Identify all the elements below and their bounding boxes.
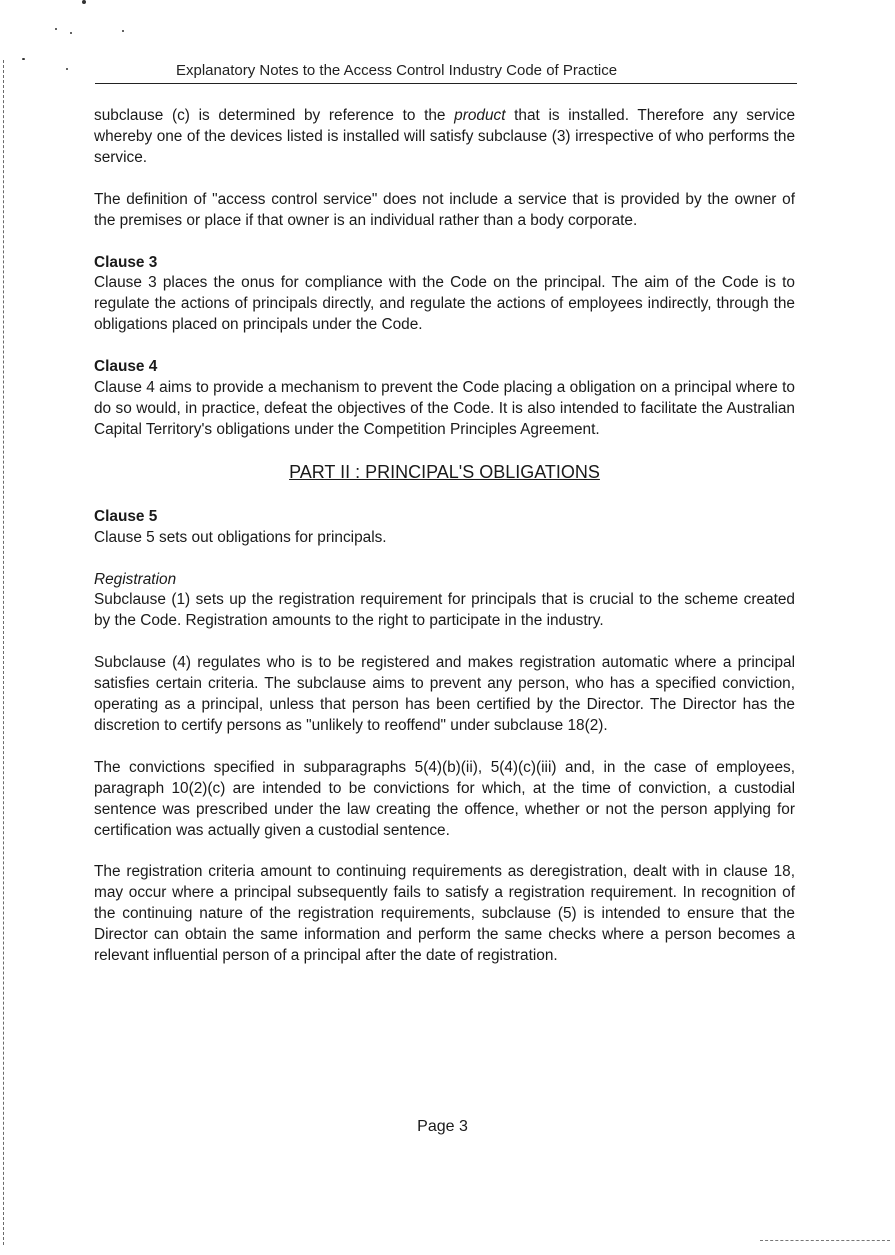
registration-paragraph-2: Subclause (4) regulates who is to be registered and makes registration automatic where a principal satisfies certain criteria. The subclause aims to prevent any person, who has a specified conviction, operating as a principal, unless that person has been certified by the Director. The Director has the discretion to certify persons as "unlikely to reoffend" under subclause 18(2). — [94, 654, 795, 734]
clause-4-heading: Clause 4 — [94, 358, 158, 376]
scan-speck — [122, 30, 124, 32]
scan-speck — [66, 68, 68, 70]
clause-3-heading: Clause 3 — [94, 253, 158, 271]
scan-speck — [55, 28, 57, 30]
scan-edge-line — [3, 60, 4, 1245]
registration-paragraph-3: The convictions specified in subparagraphs 5(4)(b)(ii), 5(4)(c)(iii) and, in the case of employees, paragraph 10(2)(c) are intended to be convictions for which, at the time of conviction, a custodial sentence was prescribed under the law creating the offence, whether or not the person applying for certification was actually given a custodial sentence. — [94, 758, 795, 839]
section-clause-5 — [94, 507, 795, 549]
running-header: Explanatory Notes to the Access Control Industry Code of Practice — [176, 62, 618, 79]
part-2-heading: PART II : PRINCIPAL'S OBLIGATIONS — [289, 461, 600, 482]
header-rule — [95, 83, 797, 84]
section-clause-4 — [94, 357, 795, 441]
page-number: Page 3 — [417, 1118, 468, 1135]
registration-paragraph-1: Subclause (1) sets up the registration requirement for principals that is crucial to the scheme created by the Code. Registration amounts to the right to participate in the industry. — [94, 591, 795, 630]
scan-speck — [82, 0, 86, 4]
clause-5-text: Clause 5 sets out obligations for principals. — [94, 528, 387, 546]
paragraph-definition: The definition of "access control service" does not include a service that is provided by the owner of the premises or place if that owner is an individual rather than a body corporate. — [94, 190, 795, 229]
scan-speck — [22, 58, 25, 60]
paragraph-text: subclause (c) is determined by reference to the — [94, 107, 455, 124]
paragraph-text: that is installed. Therefore any service whereby one of the devices listed is installed will satisfy subclause (3) irrespective of who performs the service. — [94, 107, 795, 166]
clause-3-text: Clause 3 places the onus for compliance with the Code on the principal. The aim of the Code is to regulate the actions of principals directly, and regulate the actions of employees indirectly, through the obligations placed on principals under the Code. — [94, 274, 795, 334]
scan-speck — [70, 32, 72, 34]
clause-4-text: Clause 4 aims to provide a mechanism to prevent the Code placing a obligation on a principal where to do so would, in practice, defeat the objectives of the Code. It is also intended to facilitate the Australian Capital Territory's obligations under the Competition Principles Agreement. — [94, 379, 795, 438]
registration-heading: Registration — [94, 570, 177, 588]
section-registration — [94, 570, 795, 968]
emphasis-product: product — [454, 107, 506, 124]
document-body — [94, 106, 795, 967]
scan-bottom-line — [760, 1240, 890, 1241]
registration-paragraph-4: The registration criteria amount to continuing requirements as deregistration, dealt with in clause 18, may occur where a principal subsequently fails to satisfy a registration requirement. In recognition of the continuing nature of the registration requirements, subclause (5) is intended to ensure that the Director can obtain the same information and perform the same checks where a person becomes a relevant influential person of a principal after the date of registration. — [94, 863, 795, 965]
paragraph-subclause-c — [94, 106, 795, 169]
clause-5-heading: Clause 5 — [94, 507, 158, 525]
section-clause-3 — [94, 253, 795, 337]
